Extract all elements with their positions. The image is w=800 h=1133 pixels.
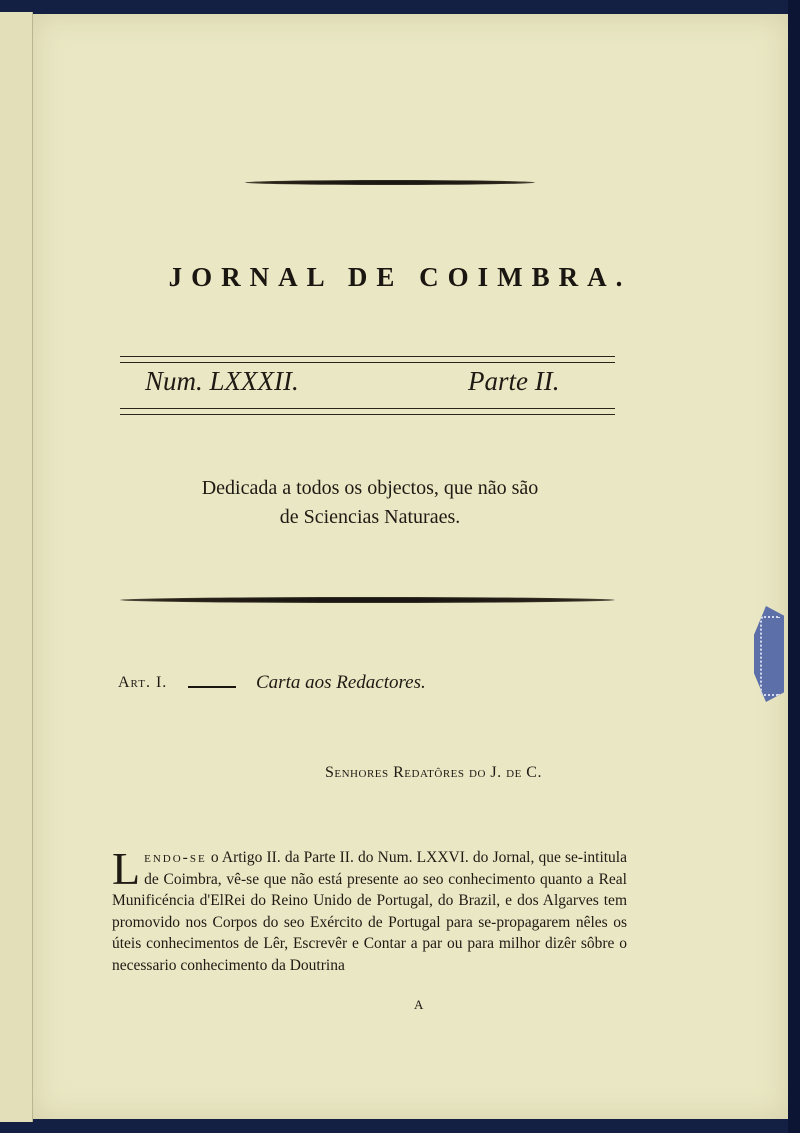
issue-rule-top-2 — [120, 362, 615, 363]
letter-body — [112, 843, 627, 976]
salutation: Senhores Redatôres do J. de C. — [325, 764, 542, 781]
catchword: A — [414, 997, 424, 1012]
section-ornamental-rule — [120, 597, 615, 603]
issue-rule-bottom-2 — [120, 414, 615, 415]
journal-title: JORNAL DE COIMBRA. — [168, 262, 632, 292]
dedication-line-2: de Sciencias Naturaes. — [279, 506, 461, 528]
issue-rule-top-1 — [120, 356, 615, 357]
article-title: Carta aos Redactores. — [256, 672, 426, 693]
dedication-line-1: Dedicada a todos os objectos, que não são — [201, 477, 539, 499]
article-dash — [188, 686, 236, 688]
top-ornamental-rule — [245, 180, 535, 185]
binding-edge — [788, 0, 800, 1133]
page-tab-border — [760, 616, 780, 696]
issue-rule-bottom-1 — [120, 408, 615, 409]
issue-number: Num. LXXXII. — [145, 366, 299, 396]
article-label: Art. I. — [118, 674, 168, 691]
drop-capital: L — [112, 843, 141, 894]
first-word: endo-se — [144, 849, 207, 866]
dedication — [0, 474, 740, 532]
issue-part: Parte II. — [468, 366, 560, 396]
body-paragraph: o Artigo II. da Parte II. do Num. LXXVI. do Jornal, que se-intitula de Coimbra, vê-se que não está presente ao seo conhecimento quanto a Real Munificéncia d'ElRei do Reino Unido de Portugal, do Brazil, e dos Algarves tem promovido nos Corpos do seo Exército de Portugal para se-propagarem nêles os úteis conhecimentos de Lêr, Escrevêr e Contar a par ou para milhor dizêr sôbre o necessario conhecimento da Doutrina — [112, 849, 627, 974]
facing-page-edge — [0, 12, 33, 1122]
